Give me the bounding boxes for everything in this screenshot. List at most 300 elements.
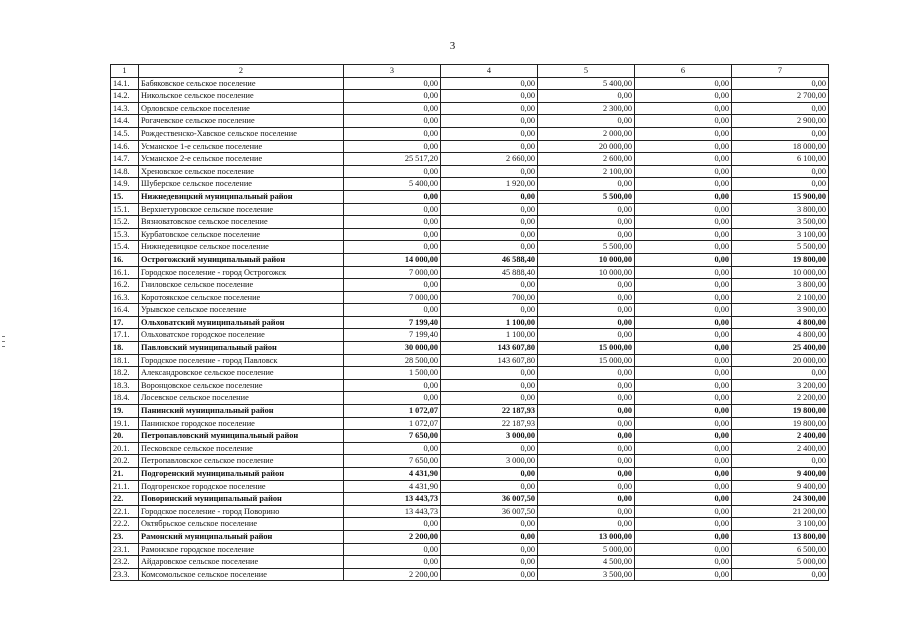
value-cell: 0,00 — [441, 77, 538, 90]
table-row — [111, 455, 829, 468]
value-cell: 0,00 — [441, 468, 538, 481]
row-code: 14.2. — [111, 90, 139, 103]
table-row — [111, 442, 829, 455]
value-cell: 24 300,00 — [732, 493, 829, 506]
value-cell: 0,00 — [344, 304, 441, 317]
row-name: Городское поселение - город Острогожск — [139, 266, 344, 279]
row-name: Никольское сельское поселение — [139, 90, 344, 103]
value-cell: 14 000,00 — [344, 253, 441, 266]
row-name: Гниловское сельское поселение — [139, 279, 344, 292]
row-code: 18.3. — [111, 379, 139, 392]
value-cell: 21 200,00 — [732, 505, 829, 518]
value-cell: 0,00 — [635, 379, 732, 392]
row-name: Коротоякское сельское поселение — [139, 291, 344, 304]
value-cell: 0,00 — [635, 468, 732, 481]
value-cell: 0,00 — [635, 442, 732, 455]
value-cell: 0,00 — [538, 405, 635, 418]
value-cell: 0,00 — [538, 291, 635, 304]
row-name: Курбатовское сельское поселение — [139, 228, 344, 241]
row-code: 23.3. — [111, 568, 139, 581]
value-cell: 3 800,00 — [732, 203, 829, 216]
value-cell: 0,00 — [344, 90, 441, 103]
value-cell: 0,00 — [635, 417, 732, 430]
value-cell: 0,00 — [635, 342, 732, 355]
value-cell: 0,00 — [344, 518, 441, 531]
value-cell: 13 800,00 — [732, 530, 829, 543]
table-row — [111, 140, 829, 153]
value-cell: 4 500,00 — [538, 556, 635, 569]
value-cell: 0,00 — [441, 190, 538, 203]
row-name: Айдаровское сельское поселение — [139, 556, 344, 569]
value-cell: 5 500,00 — [538, 241, 635, 254]
value-cell: 7 199,40 — [344, 316, 441, 329]
value-cell: 0,00 — [441, 442, 538, 455]
value-cell: 3 200,00 — [732, 379, 829, 392]
value-cell: 0,00 — [344, 543, 441, 556]
value-cell: 0,00 — [344, 392, 441, 405]
value-cell: 0,00 — [635, 556, 732, 569]
row-code: 18.1. — [111, 354, 139, 367]
value-cell: 0,00 — [538, 493, 635, 506]
district-total-row — [111, 253, 829, 266]
value-cell: 0,00 — [732, 367, 829, 380]
value-cell: 0,00 — [635, 530, 732, 543]
value-cell: 10 000,00 — [538, 253, 635, 266]
value-cell: 0,00 — [635, 543, 732, 556]
value-cell: 5 400,00 — [538, 77, 635, 90]
row-name: Подгоренский муниципальный район — [139, 468, 344, 481]
row-code: 17.1. — [111, 329, 139, 342]
value-cell: 2 400,00 — [732, 442, 829, 455]
value-cell: 13 443,73 — [344, 493, 441, 506]
table-row — [111, 90, 829, 103]
value-cell: 0,00 — [538, 417, 635, 430]
value-cell: 0,00 — [538, 216, 635, 229]
column-header: 3 — [344, 65, 441, 78]
value-cell: 7 650,00 — [344, 455, 441, 468]
row-name: Октябрьское сельское поселение — [139, 518, 344, 531]
row-name: Рождественско-Хавское сельское поселение — [139, 127, 344, 140]
row-code: 18.4. — [111, 392, 139, 405]
value-cell: 22 187,93 — [441, 405, 538, 418]
value-cell: 2 000,00 — [538, 127, 635, 140]
row-code: 23.2. — [111, 556, 139, 569]
value-cell: 6 100,00 — [732, 153, 829, 166]
value-cell: 13 443,73 — [344, 505, 441, 518]
value-cell: 3 900,00 — [732, 304, 829, 317]
value-cell: 5 500,00 — [538, 190, 635, 203]
value-cell: 0,00 — [441, 127, 538, 140]
value-cell: 0,00 — [635, 367, 732, 380]
table-row — [111, 556, 829, 569]
value-cell: 0,00 — [635, 480, 732, 493]
value-cell: 0,00 — [635, 253, 732, 266]
district-total-row — [111, 342, 829, 355]
value-cell: 0,00 — [441, 518, 538, 531]
value-cell: 4 800,00 — [732, 329, 829, 342]
column-header: 1 — [111, 65, 139, 78]
value-cell: 2 600,00 — [538, 153, 635, 166]
value-cell: 0,00 — [441, 568, 538, 581]
table-row — [111, 329, 829, 342]
row-code: 14.7. — [111, 153, 139, 166]
value-cell: 4 800,00 — [732, 316, 829, 329]
row-name: Павловский муниципальный район — [139, 342, 344, 355]
value-cell: 0,00 — [441, 379, 538, 392]
row-code: 14.8. — [111, 165, 139, 178]
value-cell: 0,00 — [635, 518, 732, 531]
value-cell: 0,00 — [635, 241, 732, 254]
value-cell: 2 200,00 — [732, 392, 829, 405]
value-cell: 3 800,00 — [732, 279, 829, 292]
value-cell: 0,00 — [344, 77, 441, 90]
row-name: Воронцовское сельское поселение — [139, 379, 344, 392]
row-code: 14.6. — [111, 140, 139, 153]
table-row — [111, 216, 829, 229]
value-cell: 1 072,07 — [344, 417, 441, 430]
row-name: Верхнетуровское сельское поселение — [139, 203, 344, 216]
row-name: Поворинский муниципальный район — [139, 493, 344, 506]
value-cell: 0,00 — [635, 140, 732, 153]
value-cell: 10 000,00 — [732, 266, 829, 279]
value-cell: 0,00 — [732, 102, 829, 115]
value-cell: 0,00 — [441, 140, 538, 153]
value-cell: 5 400,00 — [344, 178, 441, 191]
table-row — [111, 241, 829, 254]
scan-edge-mark — [2, 336, 5, 337]
table-row — [111, 367, 829, 380]
value-cell: 18 000,00 — [732, 140, 829, 153]
table-row — [111, 392, 829, 405]
value-cell: 0,00 — [344, 279, 441, 292]
row-name: Петропавловское сельское поселение — [139, 455, 344, 468]
table-row — [111, 203, 829, 216]
value-cell: 0,00 — [732, 165, 829, 178]
row-name: Рамонский муниципальный район — [139, 530, 344, 543]
value-cell: 0,00 — [344, 216, 441, 229]
value-cell: 700,00 — [441, 291, 538, 304]
row-name: Панинский муниципальный район — [139, 405, 344, 418]
row-code: 14.4. — [111, 115, 139, 128]
value-cell: 0,00 — [732, 127, 829, 140]
row-name: Бабяковское сельское поселение — [139, 77, 344, 90]
row-name: Ольховатское городское поселение — [139, 329, 344, 342]
value-cell: 15 000,00 — [538, 342, 635, 355]
value-cell: 0,00 — [635, 505, 732, 518]
district-total-row — [111, 316, 829, 329]
value-cell: 2 900,00 — [732, 115, 829, 128]
value-cell: 0,00 — [344, 203, 441, 216]
value-cell: 0,00 — [441, 530, 538, 543]
value-cell: 0,00 — [441, 203, 538, 216]
row-code: 14.9. — [111, 178, 139, 191]
table-row — [111, 228, 829, 241]
value-cell: 1 100,00 — [441, 316, 538, 329]
value-cell: 0,00 — [538, 442, 635, 455]
value-cell: 0,00 — [635, 266, 732, 279]
row-name: Подгоренское городское поселение — [139, 480, 344, 493]
table-row — [111, 127, 829, 140]
value-cell: 0,00 — [441, 304, 538, 317]
value-cell: 0,00 — [441, 165, 538, 178]
row-name: Городское поселение - город Поворино — [139, 505, 344, 518]
district-total-row — [111, 190, 829, 203]
value-cell: 0,00 — [635, 228, 732, 241]
value-cell: 0,00 — [635, 568, 732, 581]
value-cell: 0,00 — [635, 316, 732, 329]
value-cell: 0,00 — [538, 455, 635, 468]
table-row — [111, 178, 829, 191]
row-code: 15.3. — [111, 228, 139, 241]
district-total-row — [111, 405, 829, 418]
row-code: 22.2. — [111, 518, 139, 531]
value-cell: 0,00 — [441, 90, 538, 103]
value-cell: 0,00 — [732, 455, 829, 468]
value-cell: 1 920,00 — [441, 178, 538, 191]
value-cell: 0,00 — [538, 367, 635, 380]
row-code: 16.4. — [111, 304, 139, 317]
value-cell: 0,00 — [538, 203, 635, 216]
value-cell: 0,00 — [344, 556, 441, 569]
value-cell: 143 607,80 — [441, 342, 538, 355]
value-cell: 45 888,40 — [441, 266, 538, 279]
row-code: 16.3. — [111, 291, 139, 304]
value-cell: 7 000,00 — [344, 266, 441, 279]
row-code: 19. — [111, 405, 139, 418]
value-cell: 20 000,00 — [732, 354, 829, 367]
row-code: 19.1. — [111, 417, 139, 430]
row-code: 16.1. — [111, 266, 139, 279]
value-cell: 3 100,00 — [732, 518, 829, 531]
row-code: 15.4. — [111, 241, 139, 254]
value-cell: 0,00 — [635, 178, 732, 191]
table-row — [111, 354, 829, 367]
row-name: Острогожский муниципальный район — [139, 253, 344, 266]
value-cell: 0,00 — [538, 392, 635, 405]
value-cell: 0,00 — [635, 291, 732, 304]
value-cell: 30 000,00 — [344, 342, 441, 355]
value-cell: 143 607,80 — [441, 354, 538, 367]
value-cell: 0,00 — [635, 304, 732, 317]
value-cell: 0,00 — [635, 203, 732, 216]
value-cell: 46 588,40 — [441, 253, 538, 266]
value-cell: 3 100,00 — [732, 228, 829, 241]
budget-table — [110, 64, 829, 581]
table-row — [111, 153, 829, 166]
row-name: Рогачевское сельское поселение — [139, 115, 344, 128]
value-cell: 19 800,00 — [732, 417, 829, 430]
value-cell: 15 000,00 — [538, 354, 635, 367]
row-name: Шуберское сельское поселение — [139, 178, 344, 191]
value-cell: 5 500,00 — [732, 241, 829, 254]
row-code: 20.1. — [111, 442, 139, 455]
value-cell: 7 650,00 — [344, 430, 441, 443]
value-cell: 5 000,00 — [538, 543, 635, 556]
table-row — [111, 291, 829, 304]
row-name: Хреновское сельское поселение — [139, 165, 344, 178]
value-cell: 0,00 — [441, 279, 538, 292]
row-name: Панинское городское поселение — [139, 417, 344, 430]
row-code: 16.2. — [111, 279, 139, 292]
value-cell: 0,00 — [441, 480, 538, 493]
row-code: 18. — [111, 342, 139, 355]
value-cell: 0,00 — [635, 430, 732, 443]
column-header: 4 — [441, 65, 538, 78]
value-cell: 36 007,50 — [441, 505, 538, 518]
table-row — [111, 304, 829, 317]
value-cell: 0,00 — [441, 367, 538, 380]
value-cell: 1 500,00 — [344, 367, 441, 380]
row-code: 15.2. — [111, 216, 139, 229]
row-name: Вязноватовское сельское поселение — [139, 216, 344, 229]
row-name: Урывское сельское поселение — [139, 304, 344, 317]
value-cell: 0,00 — [441, 216, 538, 229]
row-name: Петропавловский муниципальный район — [139, 430, 344, 443]
column-header: 2 — [139, 65, 344, 78]
value-cell: 0,00 — [344, 115, 441, 128]
row-name: Нижнедевицкое сельское поселение — [139, 241, 344, 254]
value-cell: 22 187,93 — [441, 417, 538, 430]
value-cell: 19 800,00 — [732, 405, 829, 418]
table-row — [111, 568, 829, 581]
value-cell: 5 000,00 — [732, 556, 829, 569]
value-cell: 0,00 — [344, 228, 441, 241]
value-cell: 0,00 — [441, 392, 538, 405]
value-cell: 0,00 — [538, 178, 635, 191]
value-cell: 0,00 — [538, 90, 635, 103]
row-name: Городское поселение - город Павловск — [139, 354, 344, 367]
value-cell: 25 400,00 — [732, 342, 829, 355]
value-cell: 25 517,20 — [344, 153, 441, 166]
row-code: 16. — [111, 253, 139, 266]
value-cell: 2 300,00 — [538, 102, 635, 115]
row-code: 17. — [111, 316, 139, 329]
value-cell: 2 400,00 — [732, 430, 829, 443]
value-cell: 7 000,00 — [344, 291, 441, 304]
value-cell: 2 100,00 — [732, 291, 829, 304]
value-cell: 2 700,00 — [732, 90, 829, 103]
row-code: 21. — [111, 468, 139, 481]
value-cell: 0,00 — [732, 178, 829, 191]
row-code: 14.1. — [111, 77, 139, 90]
column-number-row — [111, 65, 829, 78]
row-code: 20.2. — [111, 455, 139, 468]
value-cell: 0,00 — [538, 505, 635, 518]
row-name: Рамонское городское поселение — [139, 543, 344, 556]
value-cell: 3 500,00 — [538, 568, 635, 581]
value-cell: 0,00 — [441, 102, 538, 115]
value-cell: 0,00 — [344, 165, 441, 178]
value-cell: 0,00 — [635, 392, 732, 405]
table-row — [111, 266, 829, 279]
row-name: Нижнедевицкий муниципальный район — [139, 190, 344, 203]
table-row — [111, 115, 829, 128]
table-row — [111, 518, 829, 531]
value-cell: 9 400,00 — [732, 480, 829, 493]
row-name: Александровское сельское поселение — [139, 367, 344, 380]
row-name: Лосевское сельское поселение — [139, 392, 344, 405]
value-cell: 0,00 — [441, 556, 538, 569]
value-cell: 2 200,00 — [344, 530, 441, 543]
value-cell: 0,00 — [538, 468, 635, 481]
value-cell: 20 000,00 — [538, 140, 635, 153]
table-row — [111, 480, 829, 493]
value-cell: 1 100,00 — [441, 329, 538, 342]
value-cell: 3 500,00 — [732, 216, 829, 229]
row-code: 22.1. — [111, 505, 139, 518]
value-cell: 0,00 — [635, 102, 732, 115]
row-code: 14.3. — [111, 102, 139, 115]
value-cell: 0,00 — [344, 102, 441, 115]
value-cell: 0,00 — [538, 279, 635, 292]
table-row — [111, 417, 829, 430]
value-cell: 7 199,40 — [344, 329, 441, 342]
value-cell: 3 000,00 — [441, 455, 538, 468]
row-name: Усманское 1-е сельское поселение — [139, 140, 344, 153]
value-cell: 0,00 — [635, 216, 732, 229]
value-cell: 2 100,00 — [538, 165, 635, 178]
value-cell: 0,00 — [635, 279, 732, 292]
value-cell: 15 900,00 — [732, 190, 829, 203]
value-cell: 0,00 — [635, 354, 732, 367]
value-cell: 0,00 — [538, 329, 635, 342]
value-cell: 36 007,50 — [441, 493, 538, 506]
value-cell: 0,00 — [538, 518, 635, 531]
value-cell: 0,00 — [635, 455, 732, 468]
value-cell: 0,00 — [441, 228, 538, 241]
value-cell: 0,00 — [732, 77, 829, 90]
row-code: 18.2. — [111, 367, 139, 380]
scan-edge-mark — [2, 341, 5, 342]
value-cell: 4 431,90 — [344, 480, 441, 493]
value-cell: 4 431,90 — [344, 468, 441, 481]
value-cell: 1 072,07 — [344, 405, 441, 418]
table-row — [111, 505, 829, 518]
value-cell: 10 000,00 — [538, 266, 635, 279]
column-header: 7 — [732, 65, 829, 78]
column-header: 5 — [538, 65, 635, 78]
value-cell: 0,00 — [538, 115, 635, 128]
value-cell: 0,00 — [635, 329, 732, 342]
table-row — [111, 379, 829, 392]
value-cell: 0,00 — [344, 442, 441, 455]
value-cell: 0,00 — [344, 190, 441, 203]
value-cell: 3 000,00 — [441, 430, 538, 443]
row-code: 23.1. — [111, 543, 139, 556]
district-total-row — [111, 493, 829, 506]
value-cell: 2 660,00 — [441, 153, 538, 166]
page-number: 3 — [449, 40, 456, 52]
value-cell: 0,00 — [635, 153, 732, 166]
value-cell: 0,00 — [635, 493, 732, 506]
value-cell: 0,00 — [344, 127, 441, 140]
value-cell: 0,00 — [732, 568, 829, 581]
table-row — [111, 102, 829, 115]
value-cell: 0,00 — [538, 228, 635, 241]
value-cell: 0,00 — [344, 379, 441, 392]
scan-edge-mark — [2, 346, 5, 347]
row-code: 22. — [111, 493, 139, 506]
row-code: 14.5. — [111, 127, 139, 140]
district-total-row — [111, 468, 829, 481]
value-cell: 0,00 — [344, 140, 441, 153]
value-cell: 0,00 — [344, 241, 441, 254]
district-total-row — [111, 530, 829, 543]
row-name: Песковское сельское поселение — [139, 442, 344, 455]
value-cell: 0,00 — [635, 190, 732, 203]
column-header: 6 — [635, 65, 732, 78]
row-code: 23. — [111, 530, 139, 543]
